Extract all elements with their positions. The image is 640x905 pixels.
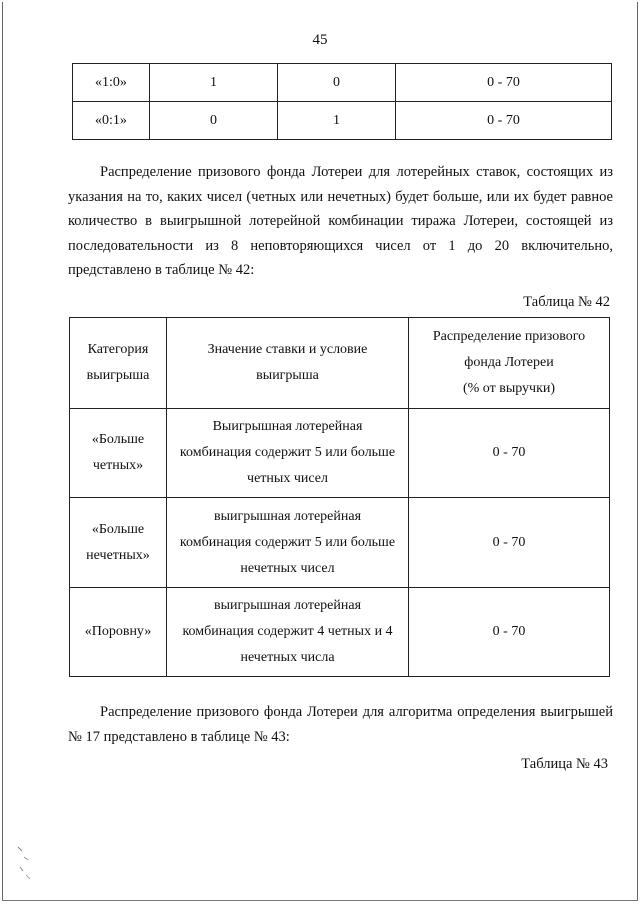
table-cell: «1:0» bbox=[73, 64, 150, 102]
cell-line: четных» bbox=[92, 458, 144, 473]
page-number: 45 bbox=[312, 32, 328, 48]
category-cell bbox=[70, 409, 167, 498]
header-line: Значение ставки и условие bbox=[207, 342, 368, 357]
table-cell: 0 bbox=[150, 102, 278, 140]
header-line: Распределение призового bbox=[432, 329, 586, 344]
condition-cell bbox=[167, 498, 409, 588]
condition-cell bbox=[167, 588, 409, 677]
table-cell: 1 bbox=[278, 102, 396, 140]
cell-line: комбинация содержит 4 четных и 4 bbox=[182, 624, 393, 639]
cell-line: нечетных» bbox=[86, 547, 150, 563]
table-cell: 0 - 70 bbox=[396, 64, 612, 102]
header-distribution bbox=[409, 318, 610, 409]
table-header-row bbox=[70, 318, 610, 409]
table-cell: 1 bbox=[150, 64, 278, 102]
table-cell: 0 - 70 bbox=[396, 102, 612, 140]
header-category bbox=[70, 318, 167, 409]
cell-line: комбинация содержит 5 или больше bbox=[179, 534, 396, 550]
table-row bbox=[70, 498, 610, 588]
cell-line: Выигрышная лотерейная bbox=[212, 419, 363, 434]
header-line: (% от выручки) bbox=[462, 381, 556, 396]
cell-line: выигрышная лотерейная bbox=[213, 598, 362, 613]
cell-line: нечетных чисел bbox=[240, 560, 335, 576]
table-row bbox=[70, 588, 610, 677]
distribution-cell: 0 - 70 bbox=[409, 409, 610, 498]
category-cell bbox=[70, 498, 167, 588]
cell-line: четных чисел bbox=[247, 471, 328, 486]
paragraph-table-43-intro: Распределение призового фонда Лотереи для алгоритма определения выигрышей № 17 представлено в таблице № 43: bbox=[68, 704, 613, 745]
category-cell bbox=[70, 588, 167, 677]
table-42-caption: Таблица № 42 bbox=[523, 294, 610, 310]
header-line: Категория bbox=[87, 342, 149, 357]
header-condition bbox=[167, 318, 409, 409]
cell-line: «Поровну» bbox=[84, 624, 152, 639]
table-row bbox=[73, 64, 612, 102]
cell-line: нечетных числа bbox=[240, 650, 335, 665]
table-43-caption: Таблица № 43 bbox=[521, 756, 608, 772]
cell-line: «Больше bbox=[91, 432, 145, 447]
table-cell: «0:1» bbox=[73, 102, 150, 140]
header-line: фонда Лотереи bbox=[464, 355, 554, 370]
paragraph-table-42-intro: Распределение призового фонда Лотереи для лотерейных ставок, состоящих из указания на то, каких чисел (четных или нечетных) будет больше, или их будет равное количество в выигрышной лотерейной комбинации тиража Лотереи, состоящей из последовательности из 8 неповторяющихся чисел от 1 до 20 включительно, представлено в таблице № 42: bbox=[68, 164, 613, 278]
prize-distribution-table-continued bbox=[72, 63, 612, 140]
table-row bbox=[70, 409, 610, 498]
cell-line: выигрышная лотерейная bbox=[213, 508, 362, 524]
table-row bbox=[73, 102, 612, 140]
cell-line: комбинация содержит 5 или больше bbox=[179, 445, 396, 460]
scan-margin-marks bbox=[14, 845, 36, 885]
distribution-cell: 0 - 70 bbox=[409, 498, 610, 588]
condition-cell bbox=[167, 409, 409, 498]
distribution-cell: 0 - 70 bbox=[409, 588, 610, 677]
header-line: выигрыша bbox=[256, 368, 319, 383]
cell-line: «Больше bbox=[91, 521, 145, 537]
table-42 bbox=[69, 317, 610, 677]
table-cell: 0 bbox=[278, 64, 396, 102]
header-line: выигрыша bbox=[86, 368, 150, 383]
